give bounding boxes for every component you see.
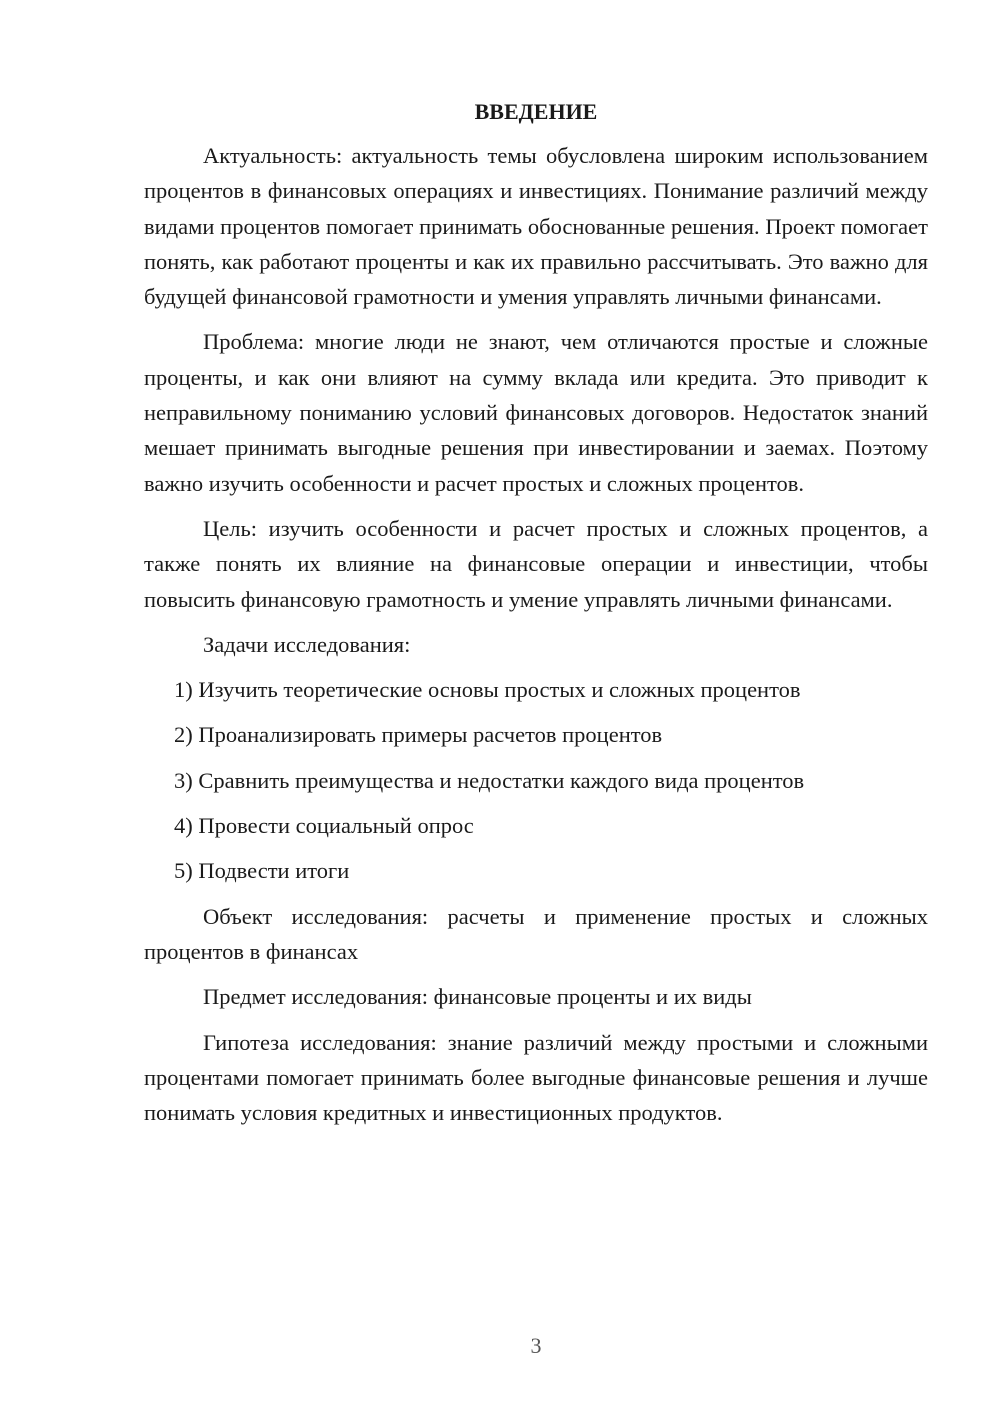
task-item: 3) Сравнить преимущества и недостатки каждого вида процентов: [174, 767, 805, 793]
document-page: [144, 96, 928, 1140]
subject-paragraph: Предмет исследования: финансовые проценты и их виды: [203, 984, 752, 1010]
problem-paragraph: Проблема: многие люди не знают, чем отличаются простые и сложные проценты, и как они влияют на сумму вклада или кредита. Это приводит к неправильному пониманию условий финансовых договоров. Недостаток знаний мешает принимать выгодные решения при инвестировании и заемах. Поэтому важно изучить особенности и расчет простых и сложных процентов.: [144, 329, 928, 496]
tasks-list: [144, 672, 928, 888]
page-number: 3: [530, 1333, 542, 1358]
task-item: 1) Изучить теоретические основы простых и сложных процентов: [174, 677, 801, 703]
task-item: 2) Проанализировать примеры расчетов процентов: [174, 722, 663, 748]
tasks-heading: Задачи исследования:: [203, 631, 411, 657]
task-item: 4) Провести социальный опрос: [174, 813, 474, 839]
hypothesis-paragraph: Гипотеза исследования: знание различий между простыми и сложными процентами помогает принимать более выгодные финансовые решения и лучше понимать условия кредитных и инвестиционных продуктов.: [144, 1029, 928, 1126]
relevance-paragraph: Актуальность: актуальность темы обусловлена широким использованием процентов в финансовых операциях и инвестициях. Понимание различий между видами процентов помогает принимать обоснованные решения. Проект помогает понять, как работают проценты и как их правильно рассчитывать. Это важно для будущей финансовой грамотности и умения управлять личными финансами.: [144, 143, 928, 310]
task-item: 5) Подвести итоги: [174, 858, 350, 884]
object-paragraph: Объект исследования: расчеты и применение простых и сложных процентов в финансах: [144, 903, 928, 964]
section-title: ВВЕДЕНИЕ: [474, 99, 598, 124]
goal-paragraph: Цель: изучить особенности и расчет простых и сложных процентов, а также понять их влияние на финансовые операции и инвестиции, чтобы повысить финансовую грамотность и умение управлять личными финансами.: [144, 515, 928, 612]
